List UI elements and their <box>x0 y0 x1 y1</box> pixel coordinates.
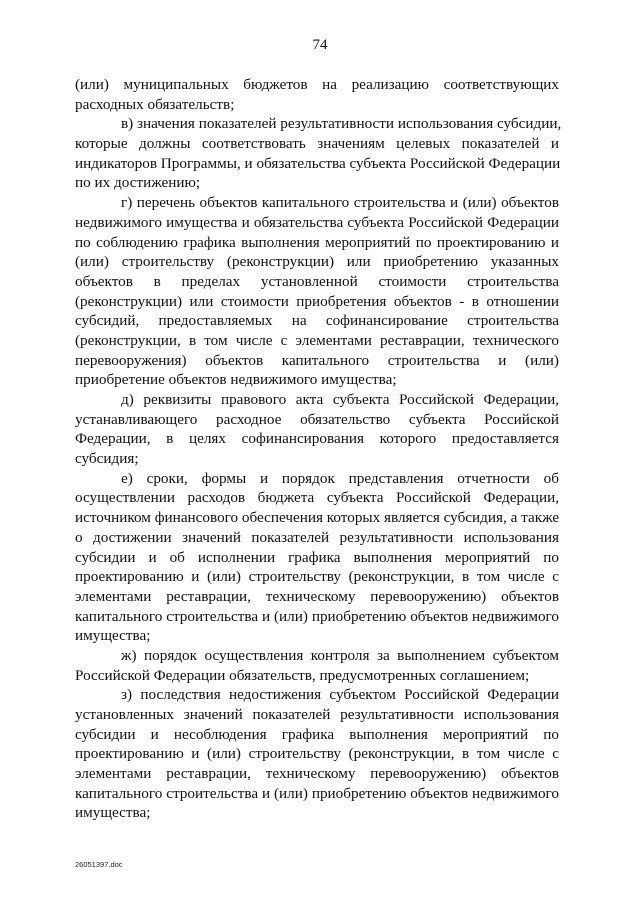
text-line: перевооружения) объектов капитального строительства и (или) <box>75 351 559 369</box>
text-line: осуществлении расходов бюджета субъекта Российской Федерации, <box>75 489 559 507</box>
text-line: недвижимого имущества и обязательства субъекта Российской Федерации <box>75 213 559 231</box>
text-line: которые должны соответствовать значениям целевых показателей и <box>75 135 559 153</box>
text-line: е) сроки, формы и порядок представления отчетности об <box>121 469 559 487</box>
text-line: по соблюдению графика выполнения мероприятий по проектированию и <box>75 233 559 251</box>
text-line: элементами реставрации, техническому перевооружению) объектов <box>75 587 559 605</box>
document-body <box>75 75 562 823</box>
text-line: субсидий, предоставляемых на софинансирование строительства <box>75 312 559 330</box>
page-number: 74 <box>312 37 328 53</box>
text-line: в) значения показателей результативности использования субсидии, <box>121 115 562 133</box>
text-line: проектированию и (или) строительству (реконструкции, в том числе с <box>75 568 559 586</box>
text-line: капитального строительства и (или) приобретению объектов недвижимого <box>75 784 559 802</box>
text-line: проектированию и (или) строительству (реконструкции, в том числе с <box>75 745 559 763</box>
text-line: установленных значений показателей результативности использования <box>75 706 559 723</box>
text-line: приобретение объектов недвижимого имущества; <box>75 371 397 389</box>
text-line: объектов в пределах установленной стоимости строительства <box>75 272 559 290</box>
text-line: элементами реставрации, техническому перевооружению) объектов <box>75 765 559 783</box>
text-line: з) последствия недостижения субъектом Российской Федерации <box>121 686 559 704</box>
text-line: г) перечень объектов капитального строительства и (или) объектов <box>121 194 559 212</box>
text-line: расходных обязательств; <box>75 95 235 113</box>
text-line: устанавливающего расходное обязательство субъекта Российской <box>75 410 559 428</box>
text-line: (или) муниципальных бюджетов на реализацию соответствующих <box>75 76 559 93</box>
paragraph-item-d <box>75 390 559 469</box>
text-line: по их достижению; <box>75 174 201 192</box>
text-line: Российской Федерации обязательств, предусмотренных соглашением; <box>75 666 530 684</box>
text-line: источником финансового обеспечения которых является субсидия, а также <box>75 509 560 527</box>
text-line: д) реквизиты правового акта субъекта Российской Федерации, <box>121 391 559 408</box>
paragraph-item-e <box>75 469 559 646</box>
text-line: (или) строительству (реконструкции) или приобретению указанных <box>75 253 559 271</box>
text-line: (реконструкции) или стоимости приобретения объектов - в отношении <box>75 292 559 310</box>
text-line: индикаторов Программы, и обязательства субъекта Российской Федерации <box>75 154 561 172</box>
paragraph-continuation <box>75 75 559 114</box>
text-line: о достижении значений показателей результативности использования <box>75 528 559 546</box>
text-line: (реконструкции, в том числе с элементами реставрации, технического <box>75 331 559 349</box>
paragraph-item-g <box>75 193 559 390</box>
text-line: субсидии и несоблюдения графика выполнения мероприятий по <box>75 725 559 743</box>
paragraph-item-zh <box>75 646 559 685</box>
text-line: имущества; <box>75 804 151 822</box>
text-line: ж) порядок осуществления контроля за выполнением субъектом <box>121 646 559 664</box>
text-line: капитального строительства и (или) приобретению объектов недвижимого <box>75 607 559 625</box>
paragraph-item-v <box>75 114 562 193</box>
text-line: Федерации, в целях софинансирования которого предоставляется <box>75 430 559 448</box>
text-line: имущества; <box>75 627 151 645</box>
text-line: субсидия; <box>75 450 139 468</box>
text-line: субсидии и об исполнении графика выполнения мероприятий по <box>75 548 559 566</box>
paragraph-item-z <box>75 685 559 823</box>
footer-filename: 26051397.doc <box>75 860 123 869</box>
